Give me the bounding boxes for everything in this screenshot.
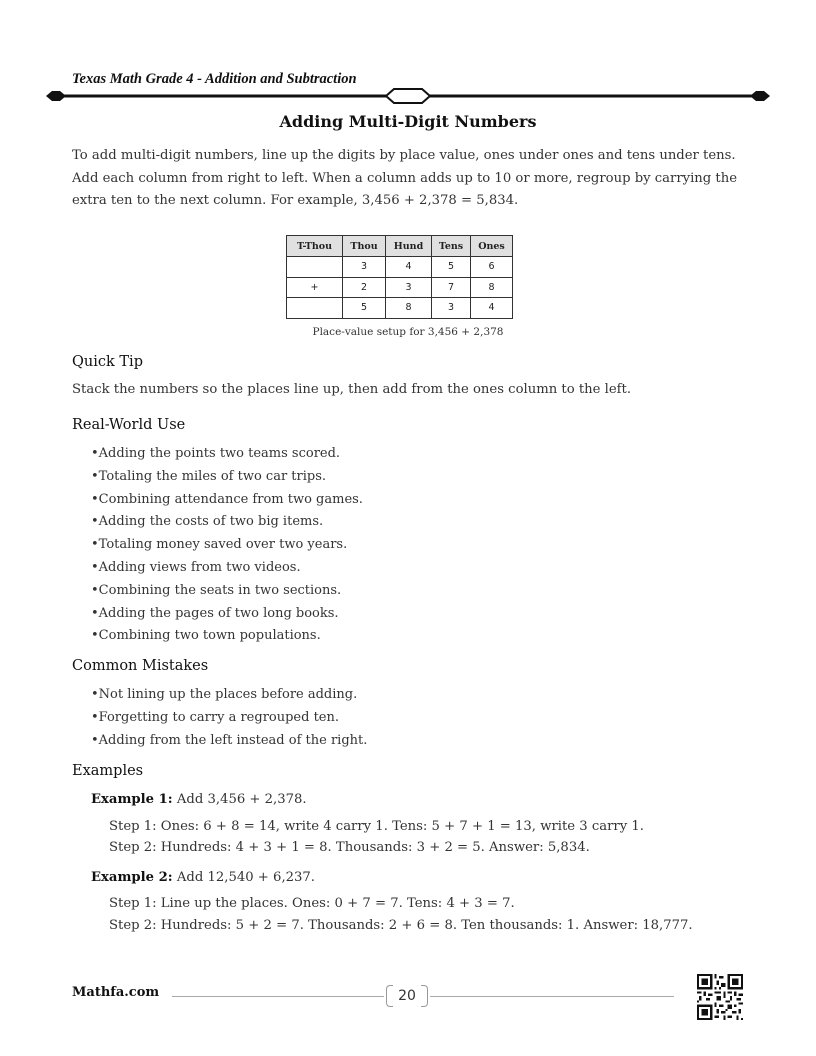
footer-rule (430, 996, 674, 997)
table-cell (287, 257, 343, 278)
table-header-row (287, 236, 513, 257)
qr-code-icon (697, 974, 743, 1020)
page-heading: Adding Multi-Digit Numbers (279, 112, 537, 131)
example-step: Step 2: Hundreds: 5 + 2 = 7. Thousands: 2 + 6 = 8. Ten thousands: 1. Answer: 18,777. (109, 918, 693, 933)
real-world-title: Real-World Use (72, 417, 186, 433)
table-row (287, 257, 513, 278)
table-cell: 6 (471, 257, 513, 278)
table-cell: 8 (386, 298, 432, 319)
list-item: • Totaling money saved over two years. (91, 534, 363, 557)
example-prompt: Add 12,540 + 6,237. (176, 870, 315, 885)
table-cell: 8 (471, 277, 513, 298)
real-world-list (91, 443, 363, 648)
list-item: • Forgetting to carry a regrouped ten. (91, 707, 367, 730)
example-1-heading (91, 792, 307, 807)
list-item: • Combining the seats in two sections. (91, 580, 363, 603)
table-header: Tens (432, 236, 471, 257)
list-item: • Not lining up the places before adding. (91, 684, 367, 707)
example-prompt: Add 3,456 + 2,378. (176, 792, 307, 807)
table-cell: 7 (432, 277, 471, 298)
list-item: • Adding the points two teams scored. (91, 443, 363, 466)
table-cell: 3 (386, 277, 432, 298)
table-cell: 2 (343, 277, 386, 298)
table-header: Hund (386, 236, 432, 257)
mistakes-title: Common Mistakes (72, 658, 209, 674)
table-header: Thou (343, 236, 386, 257)
example-step: Step 1: Line up the places. Ones: 0 + 7 = 7. Tens: 4 + 3 = 7. (109, 896, 515, 911)
table-cell (287, 298, 343, 319)
intro-paragraph: To add multi-digit numbers, line up the digits by place value, ones under ones and tens under tens. Add each column from right to left. When a column adds up to 10 or more, regroup by carrying the extra ten to the next column. For example, 3,456 + 2,378 = 5,834. (72, 148, 738, 208)
example-step: Step 2: Hundreds: 4 + 3 + 1 = 8. Thousands: 3 + 2 = 5. Answer: 5,834. (109, 840, 590, 855)
example-label: Example 1: (91, 792, 173, 807)
table-row (287, 298, 513, 319)
table-row (287, 277, 513, 298)
list-item: • Adding the costs of two big items. (91, 511, 363, 534)
table-caption: Place-value setup for 3,456 + 2,378 (312, 326, 504, 338)
table-cell: 5 (432, 257, 471, 278)
place-value-table (286, 235, 513, 319)
list-item: • Combining attendance from two games. (91, 489, 363, 512)
table-cell: 4 (471, 298, 513, 319)
list-item: • Adding views from two videos. (91, 557, 363, 580)
list-item: • Combining two town populations. (91, 625, 363, 648)
example-step: Step 1: Ones: 6 + 8 = 14, write 4 carry 1. Tens: 5 + 7 + 1 = 13, write 3 carry 1. (109, 819, 644, 834)
footer-brand: Mathfa.com (72, 985, 160, 1000)
example-2-heading (91, 870, 315, 885)
table-cell: 5 (343, 298, 386, 319)
page-number: 20 (386, 985, 428, 1007)
list-item: • Totaling the miles of two car trips. (91, 466, 363, 489)
table-cell: 4 (386, 257, 432, 278)
footer-rule (172, 996, 384, 997)
list-item: • Adding from the left instead of the right. (91, 730, 367, 753)
list-item: • Adding the pages of two long books. (91, 603, 363, 626)
table-header: T-Thou (287, 236, 343, 257)
table-header: Ones (471, 236, 513, 257)
example-label: Example 2: (91, 870, 173, 885)
header-title: Texas Math Grade 4 - Addition and Subtraction (72, 71, 357, 87)
table-cell: + (287, 277, 343, 298)
table-cell: 3 (432, 298, 471, 319)
quick-tip-title: Quick Tip (72, 354, 143, 370)
quick-tip-text: Stack the numbers so the places line up, then add from the ones column to the left. (72, 382, 632, 397)
examples-title: Examples (72, 763, 144, 779)
mistakes-list (91, 684, 367, 752)
header-rule (46, 86, 770, 106)
table-cell: 3 (343, 257, 386, 278)
